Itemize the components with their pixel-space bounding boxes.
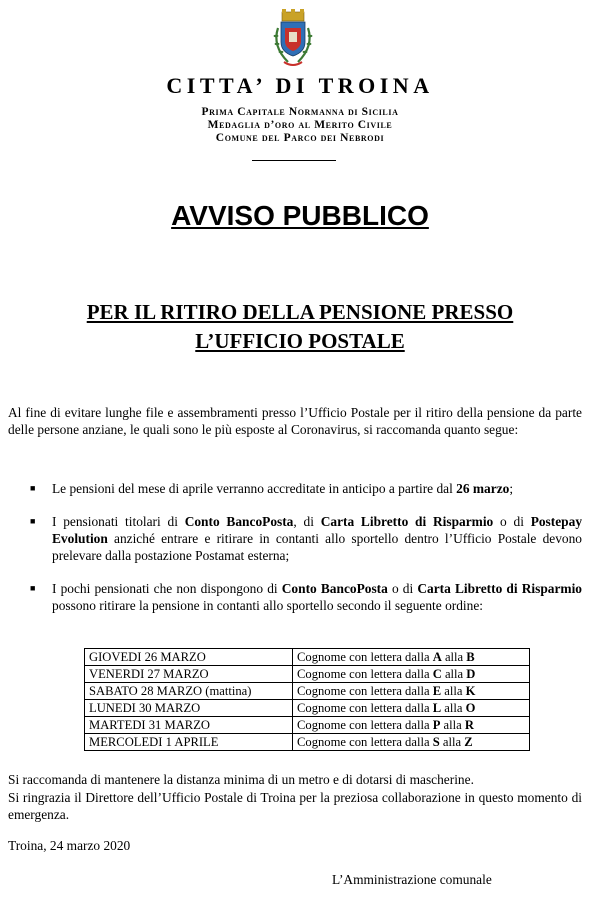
table-row	[85, 649, 530, 666]
coat-of-arms-icon	[266, 8, 320, 72]
header-subtitle-3: Comune del Parco dei Nebrodi	[215, 132, 385, 144]
schedule-range: Cognome con lettera dalla E alla K	[293, 683, 530, 700]
table-row	[85, 666, 530, 683]
schedule-table	[84, 648, 530, 751]
notice-heading-line-2: L’UFFICIO POSTALE	[195, 329, 405, 353]
intro-paragraph: Al fine di evitare lunghe file e assembramenti presso l’Ufficio Postale per il ritiro della pensione da parte delle persone anziane, le quali sono le più esposte al Coronavirus, si raccomanda quanto segue:	[8, 405, 582, 437]
table-row	[85, 683, 530, 700]
schedule-range: Cognome con lettera dalla L alla O	[293, 700, 530, 717]
header-divider	[252, 160, 336, 161]
schedule-day: MERCOLEDI 1 APRILE	[85, 734, 293, 751]
notice-heading-line-1: PER IL RITIRO DELLA PENSIONE PRESSO	[86, 300, 514, 324]
table-row	[85, 700, 530, 717]
bullet-square-icon: ■	[30, 516, 36, 526]
schedule-range: Cognome con lettera dalla C alla D	[293, 666, 530, 683]
table-row	[85, 717, 530, 734]
notice-date: Troina, 24 marzo 2020	[8, 838, 131, 853]
bullet-item-3: I pochi pensionati che non dispongono di Conto BancoPosta o di Carta Libretto di Risparmio possono ritirare la pensione in contanti allo sportello secondo il seguente ordine:	[52, 581, 582, 613]
schedule-day: MARTEDI 31 MARZO	[85, 717, 293, 734]
bullet-item-1: Le pensioni del mese di aprile verranno accreditate in anticipo a partire dal 26 marzo;	[52, 481, 514, 496]
bullet-item-2: I pensionati titolari di Conto BancoPosta, di Carta Libretto di Risparmio o di Postepay Evolution anziché entrare e ritirare in contanti allo sportello dentro l’Ufficio Postale devono prelevare dalla postazione Postamat esterna;	[52, 514, 583, 563]
schedule-range: Cognome con lettera dalla P alla R	[293, 717, 530, 734]
bullet-square-icon: ■	[30, 483, 36, 493]
closing-line-2: Si ringrazia il Direttore dell’Ufficio Postale di Troina per la preziosa collaborazione in questo momento di emergenza.	[8, 790, 582, 822]
bullet-square-icon: ■	[30, 583, 36, 593]
schedule-range: Cognome con lettera dalla A alla B	[293, 649, 530, 666]
schedule-day: VENERDI 27 MARZO	[85, 666, 293, 683]
schedule-range: Cognome con lettera dalla S alla Z	[293, 734, 530, 751]
signature: L’Amministrazione comunale	[332, 872, 492, 887]
schedule-day: SABATO 28 MARZO (mattina)	[85, 683, 293, 700]
header-subtitle-2: Medaglia d’oro al Merito Civile	[207, 119, 393, 131]
notice-title: AVVISO PUBBLICO	[171, 200, 429, 231]
schedule-day: LUNEDI 30 MARZO	[85, 700, 293, 717]
table-row	[85, 734, 530, 751]
schedule-day: GIOVEDI 26 MARZO	[85, 649, 293, 666]
header-subtitle-1: Prima Capitale Normanna di Sicilia	[201, 106, 399, 118]
city-title: CITTA’ DI TROINA	[166, 73, 434, 98]
closing-line-1: Si raccomanda di mantenere la distanza minima di un metro e di dotarsi di mascherine.	[8, 772, 474, 787]
